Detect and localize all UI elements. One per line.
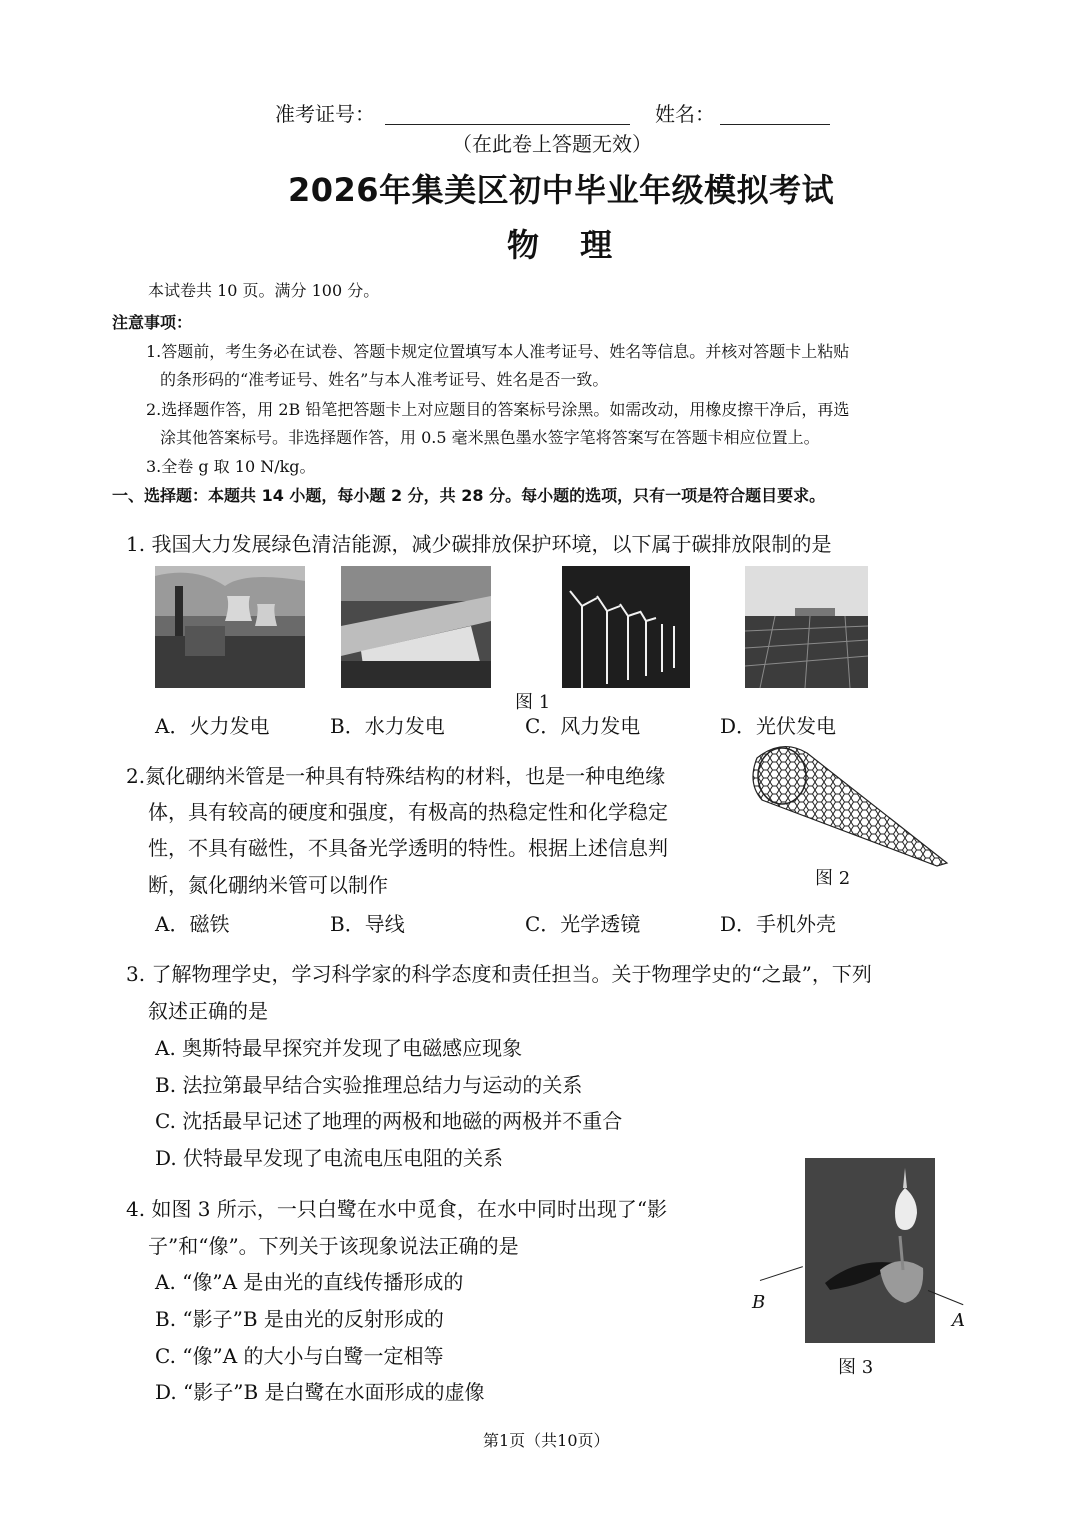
solar-power-photo <box>745 566 868 688</box>
wind-power-photo <box>562 566 690 688</box>
q3-option-b[interactable]: B. 法拉第最早结合实验推理总结力与运动的关系 <box>155 1073 583 1097</box>
label-b-pointer <box>760 1266 803 1281</box>
q3-line-1: 3. 了解物理学史，学习科学家的科学态度和责任担当。关于物理学史的“之最”，下列 <box>126 962 872 986</box>
q4-option-a[interactable]: A. “像”A 是由光的直线传播形成的 <box>155 1270 464 1294</box>
figure-2-caption: 图 2 <box>815 868 851 889</box>
nanotube-illustration <box>752 738 952 868</box>
q4-option-b[interactable]: B. “影子”B 是由光的反射形成的 <box>155 1307 444 1331</box>
q2-line-2: 体，具有较高的硬度和强度，有极高的热稳定性和化学稳定 <box>148 800 668 824</box>
note-line-4: 涂其他答案标号。非选择题作答，用 0.5 毫米黑色墨水签字笔将答案写在答题卡相应位置上。 <box>160 428 820 447</box>
note-line-5: 3.全卷 g 取 10 N/kg。 <box>146 457 316 476</box>
q3-option-a[interactable]: A. 奥斯特最早探究并发现了电磁感应现象 <box>155 1036 523 1060</box>
q2-option-c[interactable]: C．光学透镜 <box>525 912 641 936</box>
section-heading: 一、选择题：本题共 14 小题，每小题 2 分，共 28 分。每小题的选项，只有一项是符合题目要求。 <box>112 486 826 505</box>
q2-option-a[interactable]: A．磁铁 <box>155 912 230 936</box>
q2-line-4: 断，氮化硼纳米管可以制作 <box>148 873 388 897</box>
page-footer: 第1页（共10页） <box>483 1431 610 1450</box>
figure-1-caption: 图 1 <box>515 692 551 713</box>
q1-option-c[interactable]: C．风力发电 <box>525 714 641 738</box>
q3-option-c[interactable]: C. 沈括最早记述了地理的两极和地磁的两极并不重合 <box>155 1109 623 1133</box>
ticket-number-line[interactable] <box>385 124 630 125</box>
notes-heading: 注意事项： <box>112 313 193 332</box>
name-label: 姓名： <box>655 102 715 126</box>
thermal-power-photo <box>155 566 305 688</box>
exam-title: 2026年集美区初中毕业年级模拟考试 <box>288 171 835 209</box>
pages-score: 本试卷共 10 页。满分 100 分。 <box>148 281 380 300</box>
note-line-1: 1.答题前，考生务必在试卷、答题卡规定位置填写本人准考证号、姓名等信息。并核对答题卡上粘贴 <box>146 342 850 361</box>
q3-line-2: 叙述正确的是 <box>148 999 268 1023</box>
q1-option-b[interactable]: B．水力发电 <box>330 714 445 738</box>
hydro-power-photo <box>341 566 491 688</box>
label-b: B <box>752 1292 766 1313</box>
q1-option-a[interactable]: A．火力发电 <box>155 714 270 738</box>
invalid-note: （在此卷上答题无效） <box>452 132 652 156</box>
name-line[interactable] <box>720 124 830 125</box>
note-line-2: 的条形码的“准考证号、姓名”与本人准考证号、姓名是否一致。 <box>160 370 609 389</box>
q2-line-3: 性，不具有磁性，不具备光学透明的特性。根据上述信息判 <box>148 836 668 860</box>
q4-option-c[interactable]: C. “像”A 的大小与白鹭一定相等 <box>155 1344 444 1368</box>
q2-line-1: 2.氮化硼纳米管是一种具有特殊结构的材料，也是一种电绝缘 <box>126 764 666 788</box>
q2-option-b[interactable]: B．导线 <box>330 912 405 936</box>
q4-option-d[interactable]: D. “影子”B 是白鹭在水面形成的虚像 <box>155 1380 485 1404</box>
q1-option-d[interactable]: D．光伏发电 <box>720 714 837 738</box>
label-a: A <box>952 1310 965 1331</box>
figure-3-caption: 图 3 <box>838 1357 874 1378</box>
q2-option-d[interactable]: D．手机外壳 <box>720 912 837 936</box>
q4-line-2: 子”和“像”。下列关于该现象说法正确的是 <box>148 1234 519 1258</box>
egret-photo <box>805 1158 935 1343</box>
note-line-3: 2.选择题作答，用 2B 铅笔把答题卡上对应题目的答案标号涂黑。如需改动，用橡皮擦干净后，再选 <box>146 400 850 419</box>
ticket-number-label: 准考证号： <box>275 102 375 126</box>
q3-option-d[interactable]: D. 伏特最早发现了电流电压电阻的关系 <box>155 1146 504 1170</box>
subject-title: 物 理 <box>507 226 613 264</box>
q1-stem: 1. 我国大力发展绿色清洁能源，减少碳排放保护环境，以下属于碳排放限制的是 <box>126 532 832 556</box>
q4-line-1: 4. 如图 3 所示，一只白鹭在水中觅食，在水中同时出现了“影 <box>126 1197 668 1221</box>
